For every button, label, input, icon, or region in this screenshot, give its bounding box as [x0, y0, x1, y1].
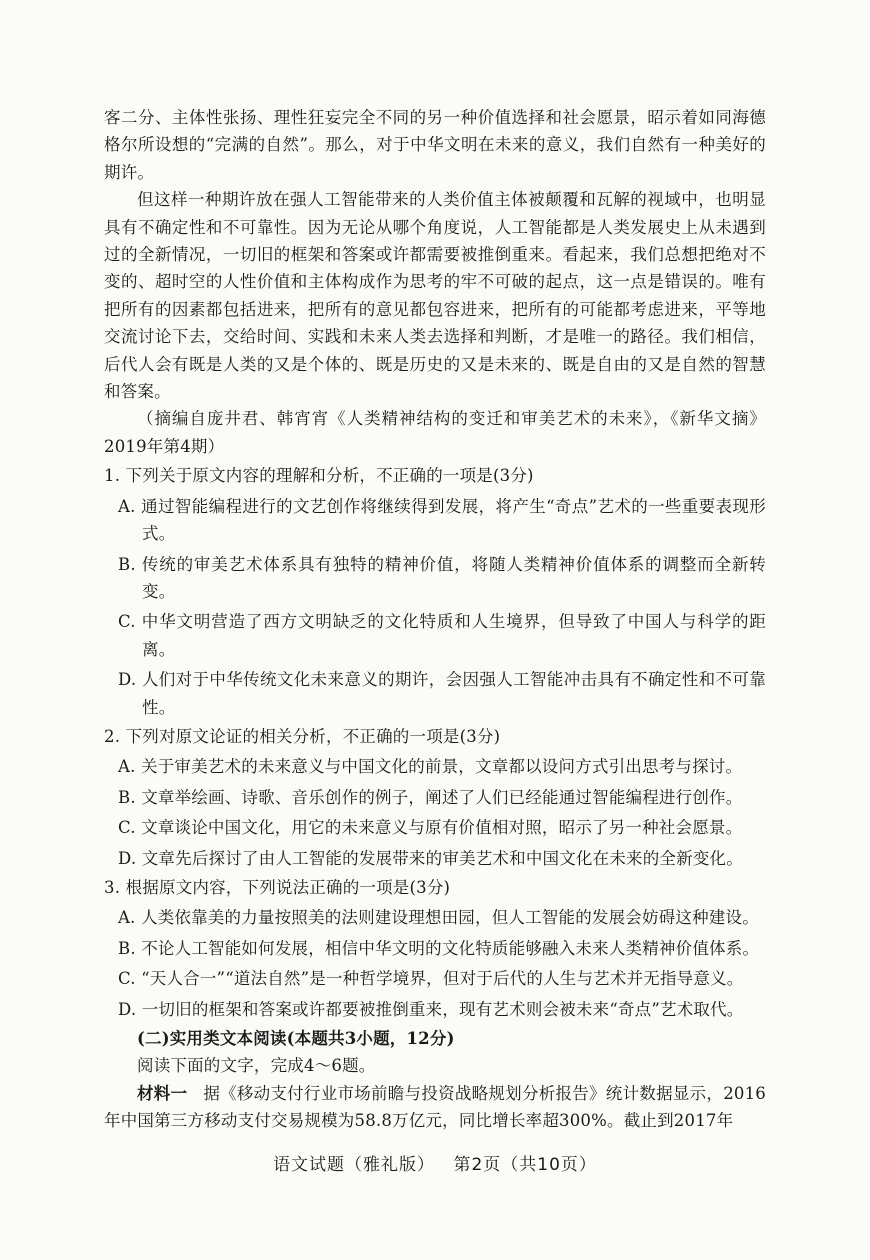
footer-title: 语文试题（雅礼版） [273, 1155, 436, 1175]
question-stem: 2. 下列对原文论证的相关分析，不正确的一项是(3分) [104, 726, 501, 746]
option-a: A. 人类依靠美的力量按照美的法则建设理想田园，但人工智能的发展会妨碍这种建设。 [118, 908, 759, 928]
page-content [104, 104, 766, 1135]
section-instruction: 阅读下面的文字，完成4～6题。 [137, 1056, 376, 1076]
material-label: 材料一 [137, 1083, 188, 1103]
question-2 [104, 723, 766, 872]
option-c: C. 文章谈论中国文化，用它的未来意义与原有价值相对照，昭示了另一种社会愿景。 [118, 818, 743, 838]
option-b: B. 不论人工智能如何发展，相信中华文明的文化特质能够融入未来人类精神价值体系。 [118, 938, 760, 958]
option-c: C. “天人合一”“道法自然”是一种哲学境界，但对于后代的人生与艺术并无指导意义。 [118, 969, 744, 989]
question-1 [104, 462, 766, 721]
option-b: B. 文章举绘画、诗歌、音乐创作的例子，阐述了人们已经能通过智能编程进行创作。 [118, 787, 743, 807]
passage-source: （摘编自庞井君、韩宵宵《人类精神结构的变迁和审美艺术的未来》，《新华文摘》2019年第4期） [104, 409, 766, 456]
passage-paragraph-1: 客二分、主体性张扬、理性狂妄完全不同的另一种价值选择和社会愿景，昭示着如同海德格尔所设想的“完满的自然”。那么，对于中华文明在未来的意义，我们自然有一种美好的期许。 [104, 108, 766, 182]
option-c: C. 中华文明营造了西方文明缺乏的文化特质和人生境界，但导致了中国人与科学的距离。 [118, 612, 766, 659]
option-d: D. 文章先后探讨了由人工智能的发展带来的审美艺术和中国文化在未来的全新变化。 [118, 848, 743, 868]
option-b: B. 传统的审美艺术体系具有独特的精神价值，将随人类精神价值体系的调整而全新转变。 [118, 554, 766, 601]
option-d: D. 一切旧的框架和答案或许都要被推倒重来，现有艺术则会被未来“奇点”艺术取代。 [118, 999, 744, 1019]
question-3 [104, 874, 766, 1023]
option-d: D. 人们对于中华传统文化未来意义的期许，会因强人工智能冲击具有不确定性和不可靠性。 [118, 670, 766, 717]
question-stem: 1. 下列关于原文内容的理解和分析，不正确的一项是(3分) [104, 466, 534, 486]
question-stem: 3. 根据原文内容，下列说法正确的一项是(3分) [104, 877, 451, 897]
footer-page-number: 第2页（共10页） [453, 1155, 597, 1175]
option-a: A. 通过智能编程进行的文艺创作将继续得到发展，将产生“奇点”艺术的一些重要表现形式。 [118, 496, 766, 544]
material-text: 据《移动支付行业市场前瞻与投资战略规划分析报告》统计数据显示，2016年中国第三方移动支付交易规模为58.8万亿元，同比增长率超300%。截止到2017年 [104, 1083, 766, 1131]
section-heading: (二)实用类文本阅读(本题共3小题，12分) [137, 1029, 455, 1048]
page-footer [0, 1150, 870, 1175]
option-a: A. 关于审美艺术的未来意义与中国文化的前景，文章都以设问方式引出思考与探讨。 [118, 757, 743, 777]
material-one-paragraph [104, 1080, 766, 1135]
passage-paragraph-2: 但这样一种期许放在强人工智能带来的人类价值主体被颠覆和瓦解的视域中，也明显具有不确定性和不可靠性。因为无论从哪个角度说，人工智能都是人类发展史上从未遇到过的全新情况，一切旧的框架和答案或许都需要被推倒重来。看起来，我们总想把绝对不变的、超时空的人性价值和主体构成作为思考的牢不可破的起点，这一点是错误的。唯有把所有的因素都包括进来，把所有的意见都包容进来，把所有的可能都考虑进来，平等地交流讨论下去，交给时间、实践和未来人类去选择和判断，才是唯一的路径。我们相信，后代人会有既是人类的又是个体的、既是历史的又是未来的、既是自由的又是自然的智慧和答案。 [104, 190, 766, 402]
